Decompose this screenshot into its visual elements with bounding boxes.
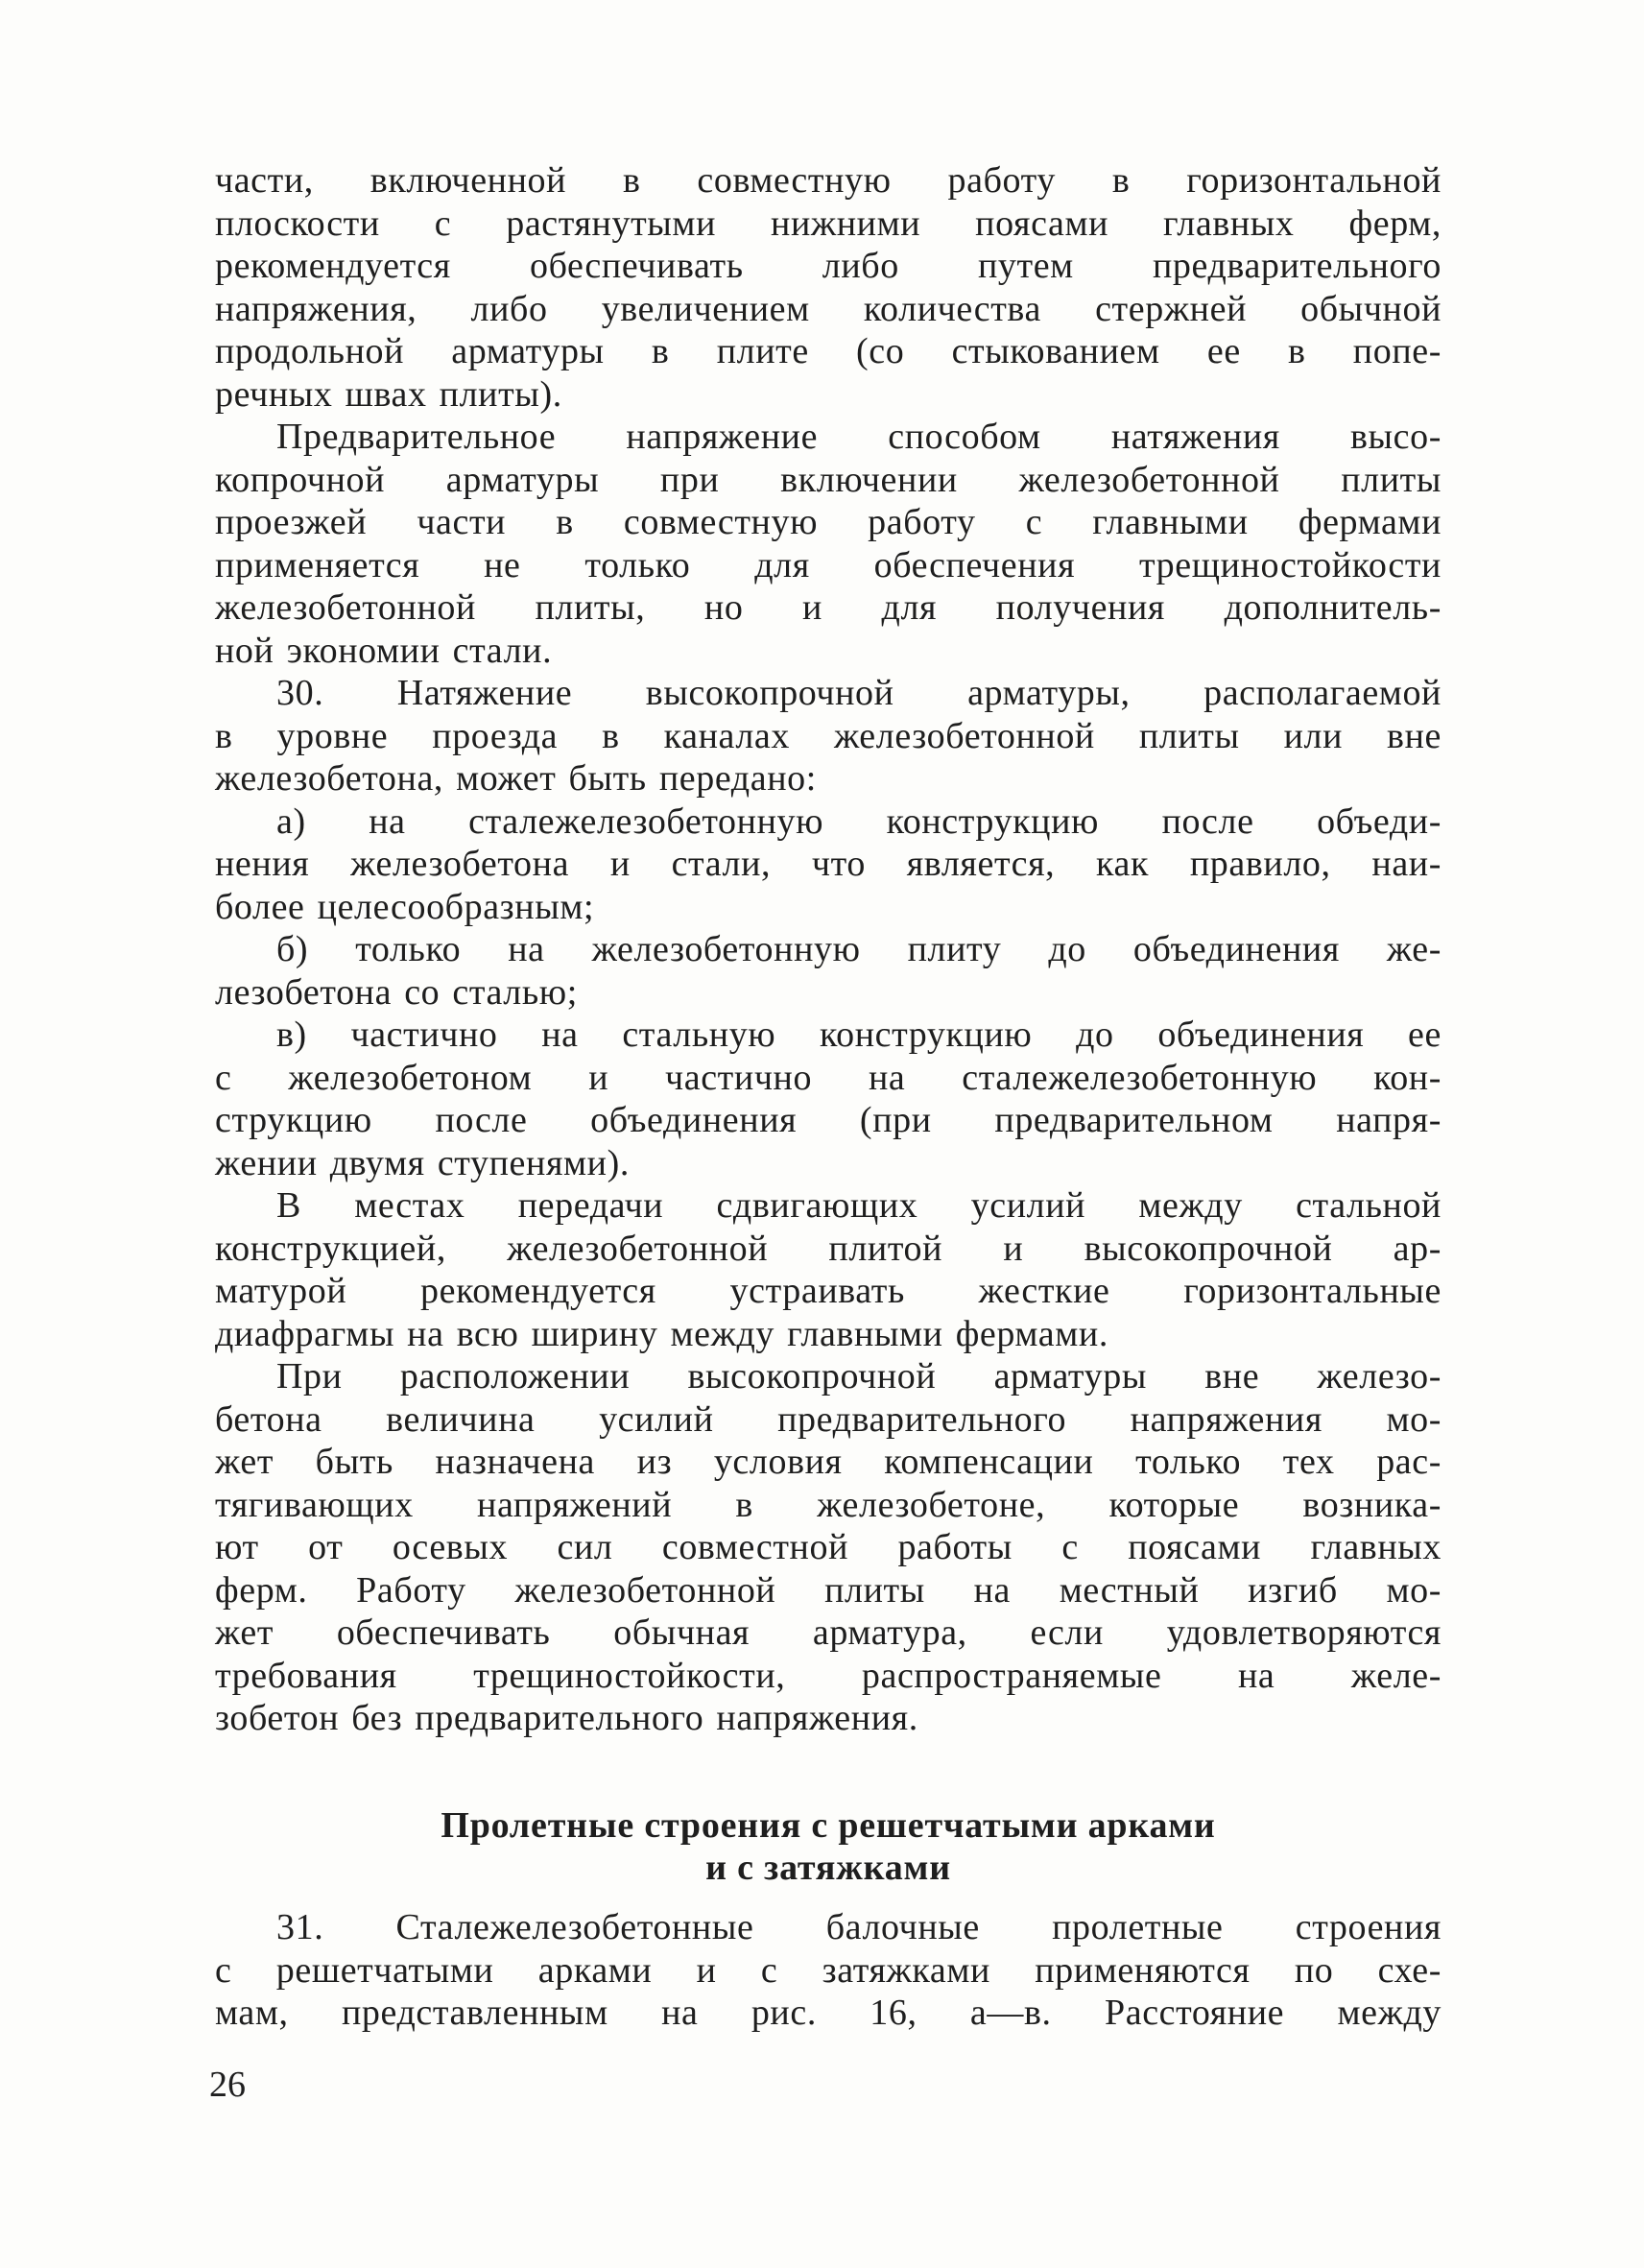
text-line: нения железобетона и стали, что является, как правило, наи-	[215, 844, 1441, 884]
text-line: жет обеспечивать обычная арматура, если удовлетворяются	[215, 1612, 1441, 1653]
text-line: более целесообразным;	[215, 886, 595, 927]
text-line: 30. Натяжение высокопрочной арматуры, располагаемой	[276, 673, 1441, 713]
text-line: ной экономии стали.	[215, 630, 553, 671]
section-heading	[215, 1804, 1441, 1889]
text-line: мам, представленным на рис. 16, а—в. Расстояние между	[215, 1993, 1441, 2033]
text-line: напряжения, либо увеличением количества стержней обычной	[215, 288, 1441, 329]
text-line: с решетчатыми арками и с затяжками применяются по схе-	[215, 1949, 1441, 1991]
text-line: продольной арматуры в плите (со стыкованием ее в попе-	[215, 331, 1441, 371]
text-line: в) частично на стальную конструкцию до объединения ее	[276, 1015, 1441, 1055]
text-line: проезжей части в совместную работу с главными фермами	[215, 502, 1441, 542]
text-line: речных швах плиты).	[215, 373, 562, 415]
text-line: матурой рекомендуется устраивать жесткие горизонтальные	[215, 1271, 1441, 1311]
text-line: части, включенной в совместную работу в горизонтальной	[215, 160, 1441, 201]
page-number: 26	[209, 2065, 246, 2105]
text-line: жении двумя ступенями).	[215, 1142, 630, 1183]
section-heading-line: Пролетные строения с решетчатыми арками	[441, 1805, 1216, 1846]
text-line: В местах передачи сдвигающих усилий между стальной	[276, 1185, 1441, 1226]
text-line: плоскости с растянутыми нижними поясами главных ферм,	[215, 203, 1441, 244]
text-line: с железобетоном и частично на сталежелезобетонную кон-	[215, 1057, 1441, 1098]
text-line: струкцию после объединения (при предварительном напря-	[215, 1100, 1441, 1140]
text-line: зобетон без предварительного напряжения.	[215, 1698, 918, 1738]
text-line: 31. Сталежелезобетонные балочные пролетные строения	[276, 1907, 1441, 1947]
text-line: железобетонной плиты, но и для получения дополнитель-	[215, 587, 1441, 628]
text-line: а) на сталежелезобетонную конструкцию после объеди-	[276, 800, 1441, 842]
text-line: применяется не только для обеспечения трещиностойкости	[215, 544, 1441, 585]
text-line: лезобетона со сталью;	[215, 971, 578, 1013]
section-heading-line: и с затяжками	[705, 1848, 951, 1888]
text-line: бетона величина усилий предварительного напряжения мо-	[215, 1398, 1441, 1440]
text-line: конструкцией, железобетонной плитой и высокопрочной ар-	[215, 1228, 1441, 1269]
text-line: железобетона, может быть передано:	[215, 758, 817, 799]
body-text-bottom	[215, 1906, 1441, 2035]
text-line: требования трещиностойкости, распространяемые на желе-	[215, 1655, 1441, 1696]
text-line: в уровне проезда в каналах железобетонной плиты или вне	[215, 715, 1441, 756]
text-line: При расположении высокопрочной арматуры вне железо-	[276, 1356, 1441, 1397]
text-line: тягивающих напряжений в железобетоне, которые возника-	[215, 1484, 1441, 1525]
text-line: рекомендуется обеспечивать либо путем предварительного	[215, 246, 1441, 286]
text-line: Предварительное напряжение способом натяжения высо-	[276, 417, 1441, 457]
text-line: жет быть назначена из условия компенсации только тех рас-	[215, 1442, 1441, 1482]
text-line: ют от осевых сил совместной работы с поясами главных	[215, 1527, 1441, 1567]
text-line: б) только на железобетонную плиту до объединения же-	[276, 929, 1441, 969]
text-line: ферм. Работу железобетонной плиты на местный изгиб мо-	[215, 1569, 1441, 1611]
body-text-top	[215, 159, 1441, 1740]
text-line: диафрагмы на всю ширину между главными фермами.	[215, 1313, 1108, 1354]
text-line: копрочной арматуры при включении железобетонной плиты	[215, 459, 1441, 500]
